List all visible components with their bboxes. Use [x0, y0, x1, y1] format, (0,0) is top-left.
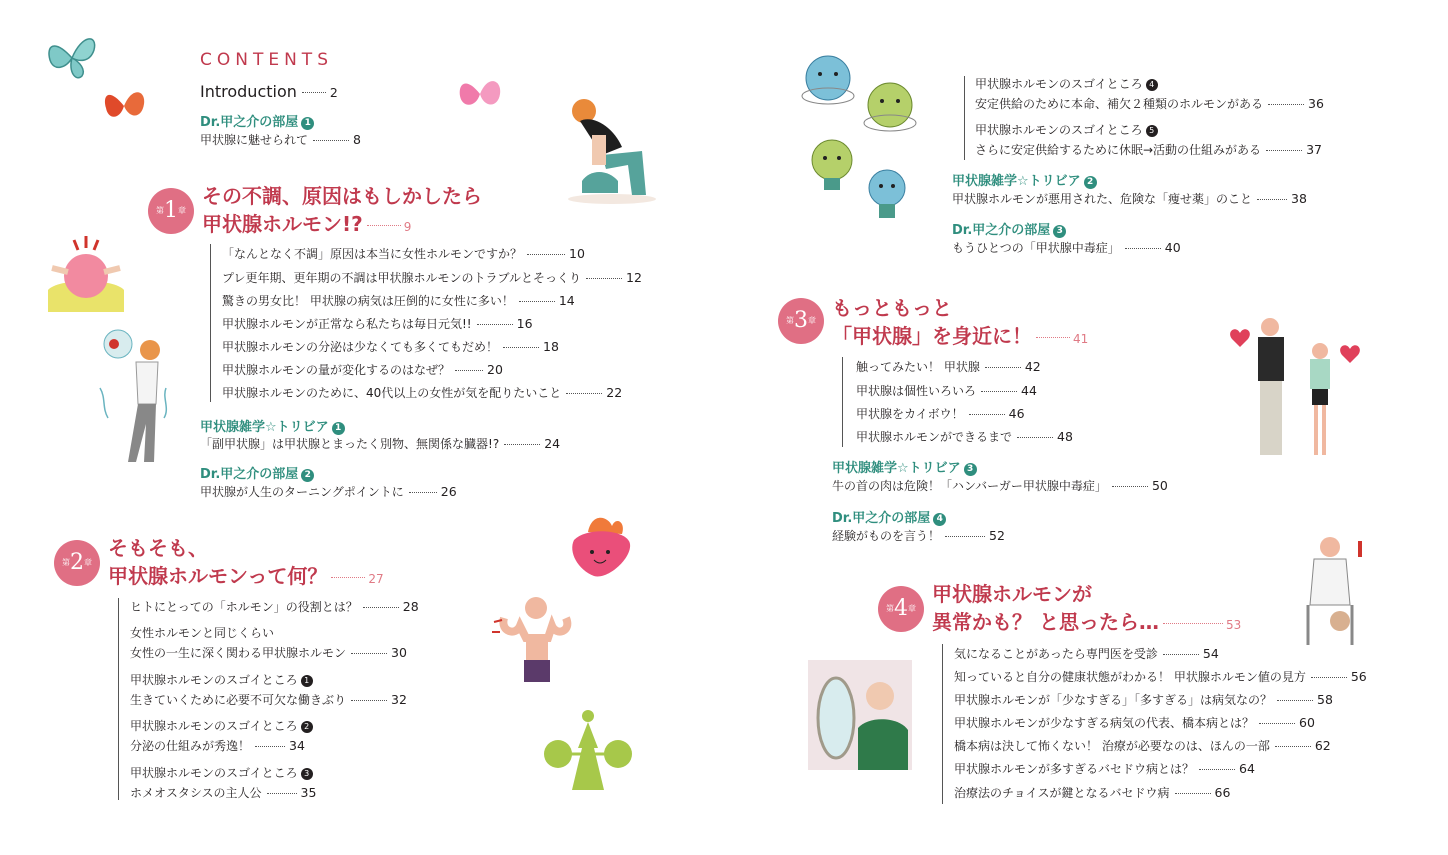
- toc-entry-page: 22: [606, 385, 623, 400]
- balance-woman-illustration: [542, 708, 634, 792]
- toc-entry-title: ホメオスタシスの主人公: [130, 786, 262, 800]
- toc-entry-title: 安定供給のために本命、補欠２種類のホルモンがある: [975, 97, 1264, 111]
- toc-entry[interactable]: もうひとつの「甲状腺中毒症」 40: [952, 240, 1181, 255]
- chapter-title-4[interactable]: 甲状腺ホルモンが 異常かも？ と思ったら… 53: [932, 582, 1242, 634]
- room-heading-4: Dr.甲之介の部屋 4: [832, 507, 946, 526]
- trivia-heading-2: 甲状腺雑学☆トリビア 2: [952, 170, 1097, 189]
- toc-entry-lead: 女性ホルモンと同じくらい: [130, 626, 275, 640]
- toc-entry-title: 甲状腺ホルモンが正常なら私たちは毎日元気!!: [222, 317, 472, 331]
- toc-entry-page: 54: [1202, 646, 1219, 661]
- toc-entry-title: 気になることがあったら専門医を受診: [954, 647, 1158, 661]
- toc-entry[interactable]: [975, 143, 1322, 157]
- toc-entry-page: 42: [1024, 359, 1041, 374]
- toc-entry-page: 58: [1317, 692, 1333, 707]
- mirror-woman-illustration: [808, 660, 912, 770]
- toc-entry-title: 甲状腺をカイボウ！: [856, 407, 964, 421]
- toc-entry[interactable]: 甲状腺ホルモンが悪用された、危険な「痩せ薬」のこと 38: [952, 191, 1307, 206]
- toc-entry[interactable]: 経験がものを言う！ 52: [832, 528, 1005, 543]
- toc-entry-page: 64: [1239, 761, 1255, 776]
- stressed-woman-illustration: [38, 232, 134, 314]
- toc-entry[interactable]: [856, 430, 1073, 444]
- chapter-divider: [210, 244, 211, 402]
- toc-entry-page: 28: [402, 599, 419, 614]
- toc-entry-title: 甲状腺ホルモンのために、40代以上の女性が気を配りたいこと: [222, 386, 562, 400]
- toc-entry-page: 36: [1308, 96, 1324, 111]
- toc-entry-page: 14: [558, 293, 575, 308]
- toc-entry[interactable]: [222, 363, 503, 377]
- toc-entry-page: 18: [543, 339, 559, 354]
- toc-entry[interactable]: [954, 647, 1219, 661]
- chapter-badge-4: 第4章: [878, 586, 924, 632]
- toc-entry[interactable]: [222, 294, 575, 308]
- toc-entry-title: 甲状腺は個性いろいろ: [856, 384, 977, 398]
- toc-entry-page: 12: [626, 270, 642, 285]
- contents-heading: CONTENTS: [200, 50, 333, 70]
- toc-entry[interactable]: [856, 384, 1037, 398]
- toc-entry-title: 「なんとなく不調」原因は本当に女性ホルモンですか？: [222, 247, 523, 261]
- trivia-heading-3: 甲状腺雑学☆トリビア 3: [832, 457, 977, 476]
- toc-entry[interactable]: [222, 317, 533, 331]
- toc-entry-page: 16: [516, 316, 533, 331]
- toc-entry-page: 30: [391, 645, 407, 660]
- toc-entry[interactable]: [954, 762, 1255, 776]
- toc-entry-title: さらに安定供給するために休眠→活動の仕組みがある: [975, 143, 1262, 157]
- toc-entry-page: 56: [1350, 669, 1367, 684]
- toc-entry-title: 知っていると自分の健康状態がわかる！ 甲状腺ホルモン値の見方: [954, 670, 1306, 684]
- chapter-title-1[interactable]: その不調、原因はもしかしたら 甲状腺ホルモン!? 9: [202, 184, 482, 236]
- toc-entry[interactable]: 牛の首の肉は危険！「ハンバーガー甲状腺中毒症」 50: [832, 478, 1168, 493]
- couple-illustration: [1222, 315, 1362, 463]
- toc-entry-title: 治療法のチョイスが鍵となるバセドウ病: [954, 786, 1170, 800]
- toc-entry-lead: 甲状腺ホルモンのスゴイところ 5: [975, 123, 1158, 137]
- toc-entry-lead: 甲状腺ホルモンのスゴイところ 3: [130, 766, 313, 780]
- toc-entry-title: 甲状腺ホルモンの分泌は少なくても多くてもだめ！: [222, 340, 499, 354]
- toc-entry[interactable]: [130, 646, 407, 660]
- toc-entry[interactable]: [130, 739, 305, 753]
- toc-entry-title: 甲状腺ホルモンが少なすぎる病気の代表、橋本病とは？: [954, 716, 1255, 730]
- toc-entry[interactable]: [222, 247, 585, 261]
- toc-entry-lead: 甲状腺ホルモンのスゴイところ 4: [975, 77, 1158, 91]
- chapter-divider: [118, 598, 119, 800]
- toc-entry[interactable]: 「副甲状腺」は甲状腺とまったく別物、無関係な臓器!? 24: [200, 436, 561, 451]
- toc-entry-page: 66: [1214, 785, 1231, 800]
- toc-entry-title: 橋本病は決して怖くない！ 治療が必要なのは、ほんの一部: [954, 739, 1270, 753]
- toc-entry[interactable]: [856, 360, 1041, 374]
- toc-entry-page: 35: [300, 785, 317, 800]
- toc-entry[interactable]: [222, 340, 559, 354]
- doctor-exam-illustration: [1300, 535, 1366, 645]
- chapter-badge-2: 第2章: [54, 540, 100, 586]
- liver-illustration: [568, 508, 634, 584]
- toc-entry-page: 2: [329, 85, 338, 100]
- toc-entry[interactable]: [856, 407, 1025, 421]
- toc-entry-page: 10: [569, 246, 585, 261]
- toc-entry-title: Introduction: [200, 82, 297, 101]
- chapter-title-2[interactable]: そもそも、 甲状腺ホルモンって何？ 27: [108, 536, 384, 588]
- toc-entry-title: 甲状腺ホルモンができるまで: [856, 430, 1013, 444]
- toc-entry[interactable]: [954, 716, 1315, 730]
- toc-entry-page: 34: [289, 738, 305, 753]
- trivia-heading-1: 甲状腺雑学☆トリビア 1: [200, 416, 345, 435]
- toc-entry[interactable]: [130, 600, 419, 614]
- toc-entry-page: 44: [1021, 383, 1037, 398]
- toc-entry[interactable]: 甲状腺が人生のターニングポイントに 26: [200, 484, 457, 499]
- virus-character-illustration-2: [858, 75, 922, 137]
- virus-character-illustration: [796, 48, 860, 108]
- chapter-badge-3: 第3章: [778, 298, 824, 344]
- toc-entry-title: プレ更年期、更年期の不調は甲状腺ホルモンのトラブルとそっくり: [222, 271, 582, 285]
- toc-entry[interactable]: [130, 786, 316, 800]
- toc-entry-title: 生きていくために必要不可欠な働きぶり: [130, 693, 347, 707]
- toc-entry[interactable]: [130, 693, 407, 707]
- toc-entry[interactable]: [954, 693, 1333, 707]
- toc-entry-lead: 甲状腺ホルモンのスゴイところ 2: [130, 719, 313, 733]
- virus-character-illustration-4: [860, 164, 914, 222]
- chapter-divider: [964, 76, 965, 160]
- toc-entry[interactable]: [954, 786, 1230, 800]
- toc-entry[interactable]: [975, 97, 1324, 111]
- toc-entry-lead: 甲状腺ホルモンのスゴイところ 1: [130, 673, 313, 687]
- toc-entry[interactable]: [222, 271, 642, 285]
- toc-entry-title: ヒトにとっての「ホルモン」の役割とは？: [130, 600, 358, 614]
- chapter-divider: [942, 644, 943, 804]
- dizzy-woman-illustration: [96, 328, 176, 478]
- toc-entry-title: 甲状腺ホルモンが多すぎるバセドウ病とは？: [954, 762, 1195, 776]
- butterfly-illustration: [42, 28, 102, 88]
- toc-entry-page: 46: [1008, 406, 1025, 421]
- toc-entry-page: 37: [1306, 142, 1322, 157]
- toc-entry-page: 62: [1314, 738, 1331, 753]
- room-heading-1: Dr.甲之介の部屋 1: [200, 111, 314, 130]
- toc-entry[interactable]: [954, 739, 1331, 753]
- toc-entry[interactable]: [222, 386, 622, 400]
- toc-entry-page: 20: [487, 362, 503, 377]
- room-heading-2: Dr.甲之介の部屋 2: [200, 463, 314, 482]
- chapter-badge-1: 第1章: [148, 188, 194, 234]
- toc-entry-title: 甲状腺ホルモンの量が変化するのはなぜ？: [222, 363, 451, 377]
- toc-entry-page: 48: [1057, 429, 1073, 444]
- toc-entry-page: 32: [391, 692, 407, 707]
- toc-entry-introduction[interactable]: [200, 82, 338, 103]
- toc-entry-title: 分泌の仕組みが秀逸！: [130, 739, 251, 753]
- virus-character-illustration-3: [804, 134, 860, 194]
- toc-entry[interactable]: [954, 670, 1367, 684]
- red-butterfly-illustration: [102, 80, 148, 132]
- toc-entry-page: 60: [1299, 715, 1315, 730]
- toc-entry-title: 驚きの男女比！ 甲状腺の病気は圧倒的に女性に多い！: [222, 294, 514, 308]
- pink-butterfly-illustration: [456, 72, 504, 116]
- toc-entry[interactable]: 甲状腺に魅せられて 8: [200, 132, 361, 147]
- strong-woman-illustration: [490, 592, 578, 684]
- toc-entry-title: 甲状腺ホルモンが「少なすぎる」「多すぎる」は病気なの？: [954, 693, 1273, 707]
- chapter-title-3[interactable]: もっともっと 「甲状腺」を身近に！ 41: [832, 296, 1089, 348]
- toc-entry-title: 触ってみたい！ 甲状腺: [856, 360, 980, 374]
- room-heading-3: Dr.甲之介の部屋 3: [952, 219, 1066, 238]
- sad-woman-illustration: [562, 95, 662, 205]
- toc-entry-title: 女性の一生に深く関わる甲状腺ホルモン: [130, 646, 347, 660]
- chapter-divider: [842, 357, 843, 447]
